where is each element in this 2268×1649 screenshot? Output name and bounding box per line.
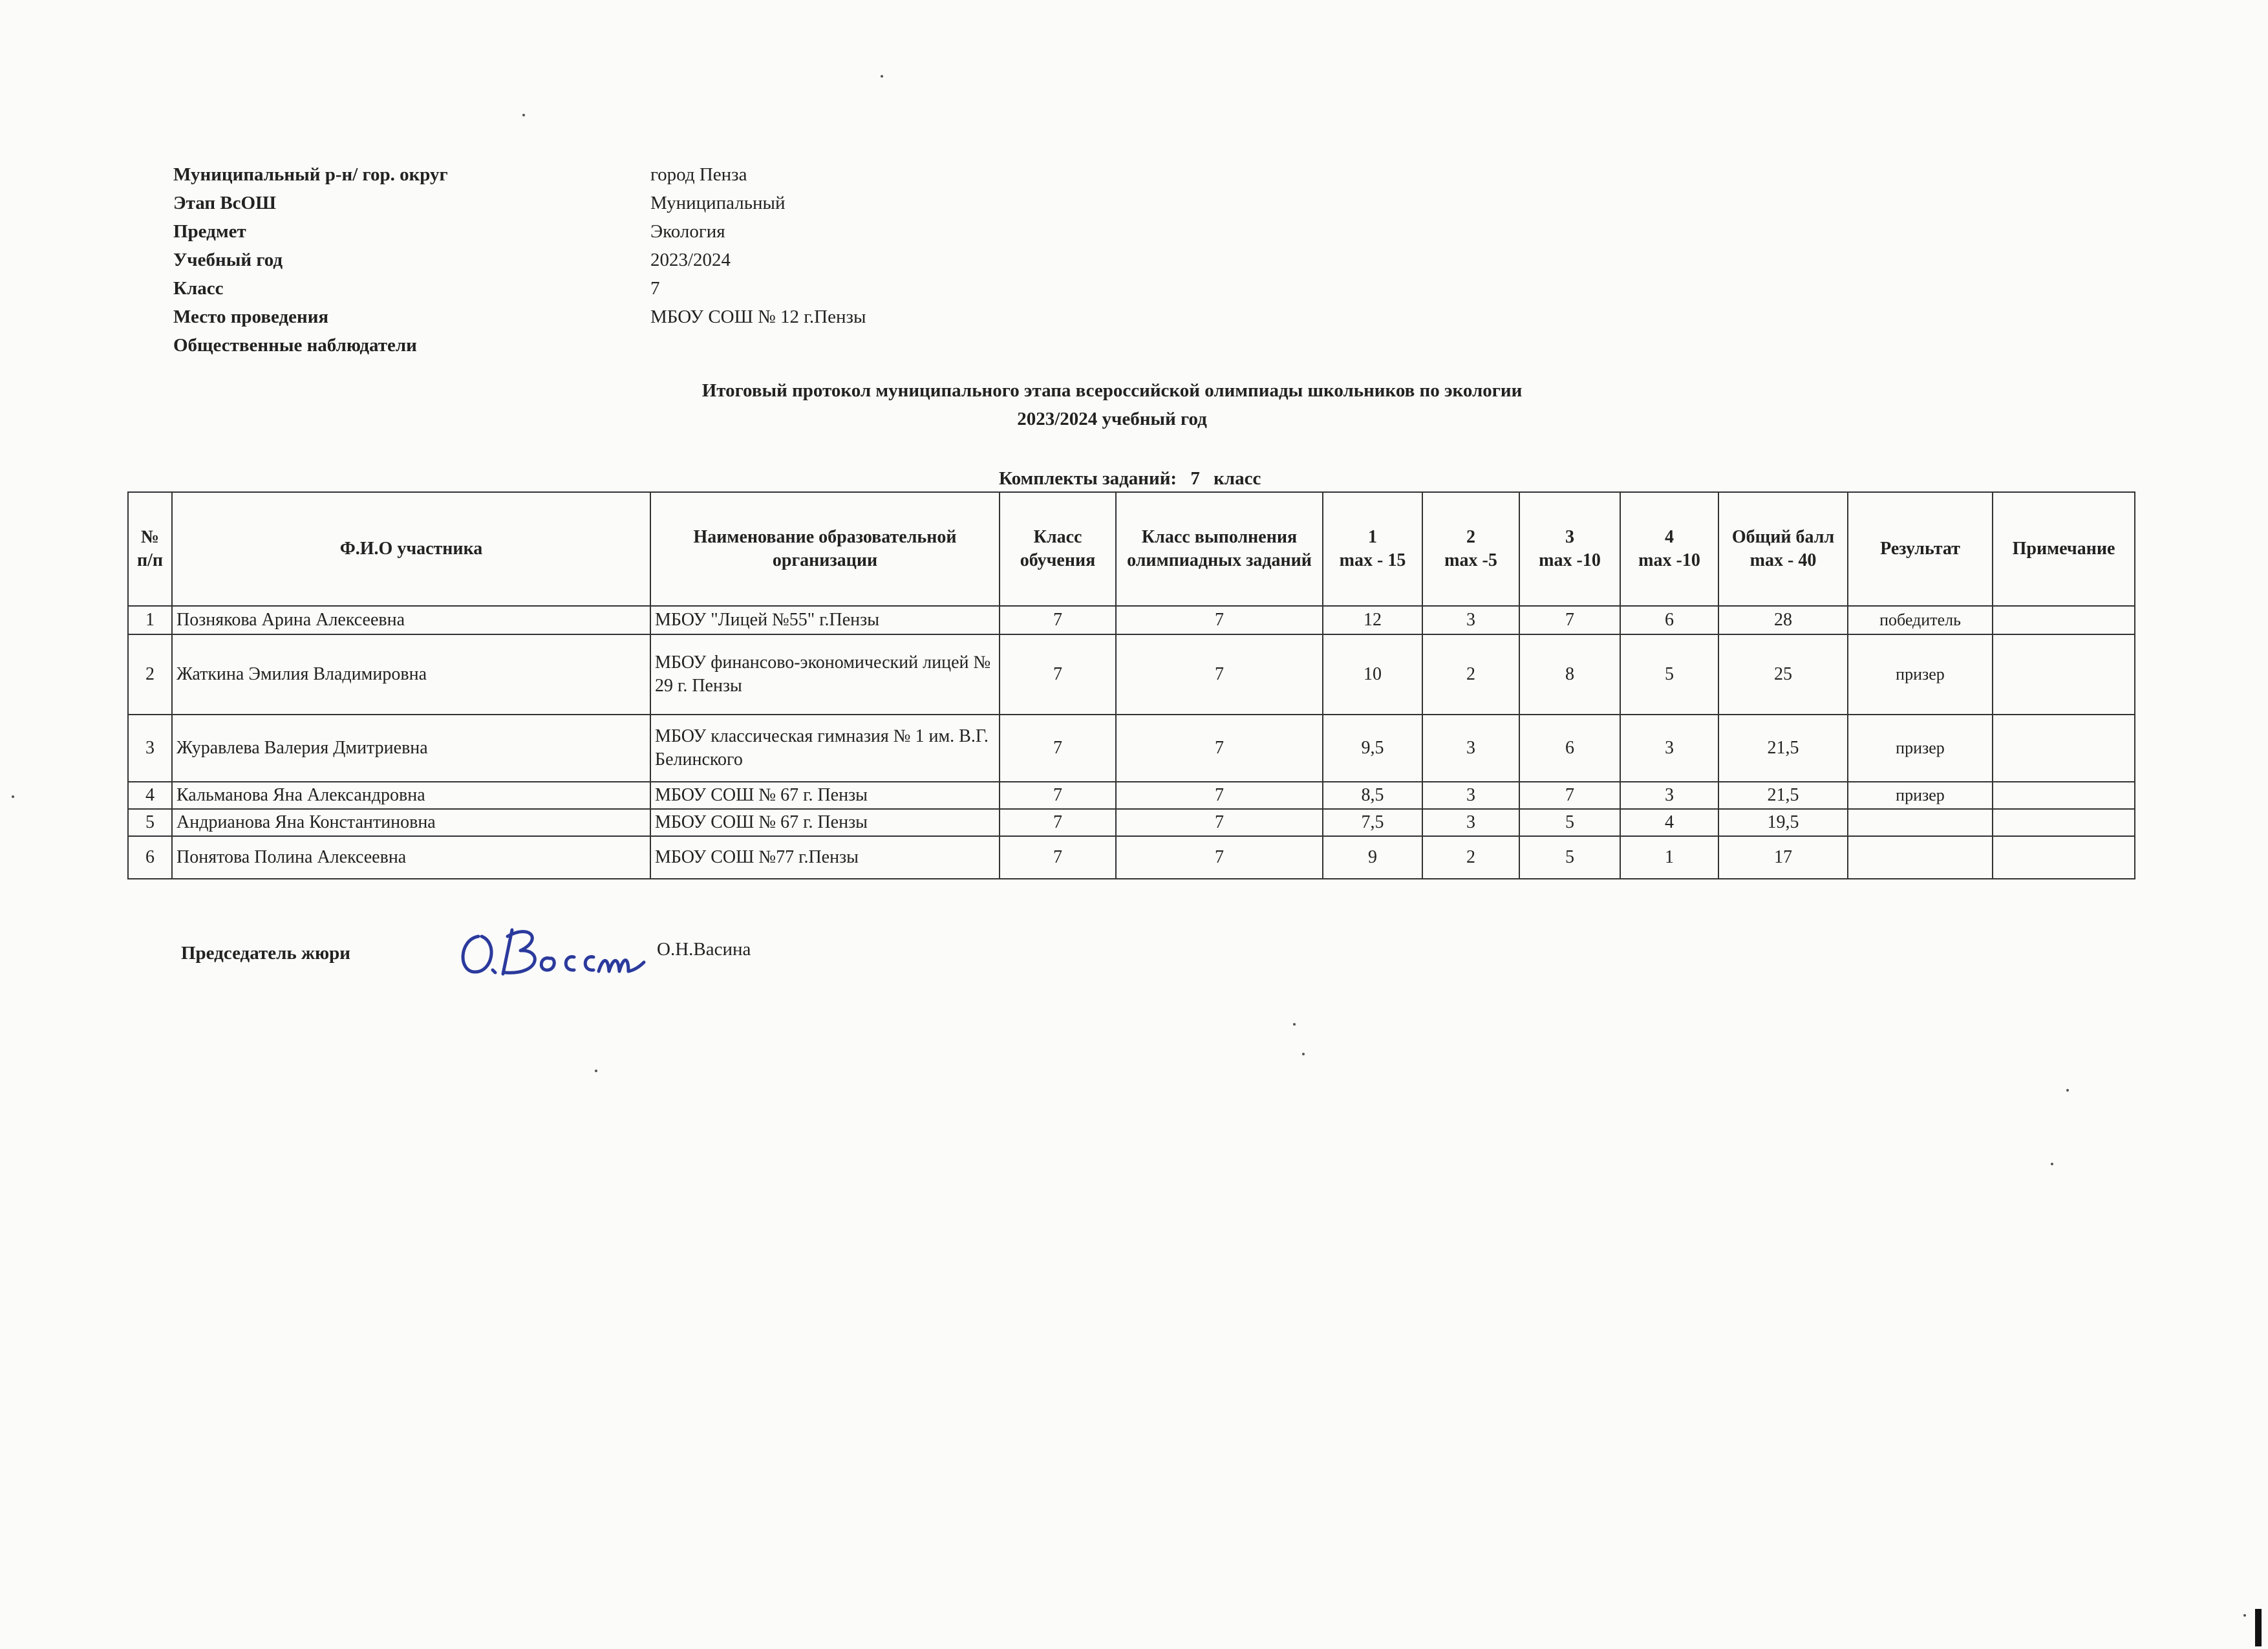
cell-num: 3 xyxy=(128,715,172,782)
scan-speck xyxy=(1293,1023,1296,1026)
cell-num: 2 xyxy=(128,634,172,715)
cell-task-2: 3 xyxy=(1422,606,1519,634)
jury-chair-name: О.Н.Васина xyxy=(657,939,751,960)
cell-grade-done: 7 xyxy=(1116,809,1323,836)
cell-task-2: 3 xyxy=(1422,782,1519,809)
meta-label: Место проведения xyxy=(173,307,329,327)
header-result: Результат xyxy=(1848,492,1993,606)
header-task-2 xyxy=(1422,492,1519,606)
meta-label: Учебный год xyxy=(173,250,283,270)
signature-ink xyxy=(463,930,644,974)
cell-task-2: 3 xyxy=(1422,715,1519,782)
cell-task-2: 2 xyxy=(1422,634,1519,715)
cell-total: 17 xyxy=(1718,836,1848,879)
scan-edge-mark xyxy=(2255,1609,2262,1646)
header-org: Наименование образовательной организации xyxy=(650,492,1000,606)
scan-speck xyxy=(1302,1053,1305,1055)
cell-grade-done: 7 xyxy=(1116,715,1323,782)
cell-task-4: 1 xyxy=(1620,836,1718,879)
cell-org: МБОУ СОШ № 67 г. Пензы xyxy=(650,782,1000,809)
cell-result: призер xyxy=(1848,634,1993,715)
cell-task-3: 6 xyxy=(1519,715,1620,782)
cell-task-4: 3 xyxy=(1620,715,1718,782)
protocol-title: Итоговый протокол муниципального этапа всероссийской олимпиады школьников по экологии xyxy=(701,380,1523,401)
meta-label: Предмет xyxy=(173,221,246,242)
cell-grade: 7 xyxy=(1000,782,1116,809)
cell-grade: 7 xyxy=(1000,715,1116,782)
task-kits-line xyxy=(999,468,1261,490)
scan-speck xyxy=(595,1070,597,1072)
meta-value: 7 xyxy=(650,278,660,299)
scan-speck xyxy=(881,75,883,78)
protocol-subtitle: 2023/2024 учебный год xyxy=(1017,409,1207,429)
cell-task-4: 6 xyxy=(1620,606,1718,634)
table-row xyxy=(128,782,2135,809)
results-table xyxy=(127,491,2135,879)
cell-result xyxy=(1848,809,1993,836)
header-task-3-max: max -10 xyxy=(1539,550,1601,570)
cell-note xyxy=(1993,715,2135,782)
cell-task-1: 9,5 xyxy=(1323,715,1422,782)
cell-org: МБОУ "Лицей №55" г.Пензы xyxy=(650,606,1000,634)
table-row xyxy=(128,606,2135,634)
table-row xyxy=(128,634,2135,715)
cell-total: 25 xyxy=(1718,634,1848,715)
meta-label: Этап ВсОШ xyxy=(173,193,276,213)
cell-note xyxy=(1993,836,2135,879)
cell-grade: 7 xyxy=(1000,606,1116,634)
table-header-row xyxy=(128,492,2135,606)
cell-task-1: 7,5 xyxy=(1323,809,1422,836)
cell-result: призер xyxy=(1848,715,1993,782)
header-task-1-num: 1 xyxy=(1368,527,1377,547)
cell-result xyxy=(1848,836,1993,879)
cell-task-1: 12 xyxy=(1323,606,1422,634)
cell-note xyxy=(1993,782,2135,809)
header-fio: Ф.И.О участника xyxy=(172,492,650,606)
cell-grade-done: 7 xyxy=(1116,606,1323,634)
header-task-3 xyxy=(1519,492,1620,606)
cell-num: 5 xyxy=(128,809,172,836)
header-total-label: Общий балл xyxy=(1731,527,1835,547)
scan-speck xyxy=(522,114,525,116)
header-task-3-num: 3 xyxy=(1565,527,1574,547)
header-num: № п/п xyxy=(128,492,172,606)
meta-value: город Пенза xyxy=(650,164,747,185)
cell-grade-done: 7 xyxy=(1116,836,1323,879)
header-task-4-num: 4 xyxy=(1665,527,1674,547)
cell-num: 1 xyxy=(128,606,172,634)
cell-total: 28 xyxy=(1718,606,1848,634)
meta-value: Муниципальный xyxy=(650,193,786,213)
cell-org: МБОУ финансово-экономический лицей № 29 г. Пензы xyxy=(650,634,1000,715)
meta-value: 2023/2024 xyxy=(650,250,731,270)
cell-task-2: 2 xyxy=(1422,836,1519,879)
scan-speck xyxy=(12,795,14,798)
header-total xyxy=(1718,492,1848,606)
cell-task-3: 7 xyxy=(1519,782,1620,809)
cell-task-4: 4 xyxy=(1620,809,1718,836)
header-task-1 xyxy=(1323,492,1422,606)
scan-speck xyxy=(2051,1163,2053,1165)
meta-value: МБОУ СОШ № 12 г.Пензы xyxy=(650,307,866,327)
header-task-4-max: max -10 xyxy=(1638,550,1700,570)
meta-value: Экология xyxy=(650,221,725,242)
cell-num: 6 xyxy=(128,836,172,879)
cell-fio: Познякова Арина Алексеевна xyxy=(172,606,650,634)
cell-note xyxy=(1993,606,2135,634)
cell-task-3: 5 xyxy=(1519,809,1620,836)
task-kits-value: 7 xyxy=(1190,468,1200,489)
cell-grade: 7 xyxy=(1000,809,1116,836)
cell-note xyxy=(1993,634,2135,715)
meta-label: Муниципальный р-н/ гор. округ xyxy=(173,164,448,185)
cell-task-2: 3 xyxy=(1422,809,1519,836)
header-task-2-max: max -5 xyxy=(1444,550,1497,570)
header-total-max: max - 40 xyxy=(1749,550,1817,570)
cell-result: победитель xyxy=(1848,606,1993,634)
scan-speck xyxy=(2066,1089,2069,1092)
scan-speck xyxy=(2243,1614,2246,1617)
cell-org: МБОУ СОШ №77 г.Пензы xyxy=(650,836,1000,879)
cell-task-3: 7 xyxy=(1519,606,1620,634)
table-row xyxy=(128,715,2135,782)
cell-note xyxy=(1993,809,2135,836)
header-task-1-max: max - 15 xyxy=(1339,550,1406,570)
header-grade: Класс обучения xyxy=(1000,492,1116,606)
cell-fio: Жаткина Эмилия Владимировна xyxy=(172,634,650,715)
cell-org: МБОУ СОШ № 67 г. Пензы xyxy=(650,809,1000,836)
cell-task-1: 9 xyxy=(1323,836,1422,879)
cell-total: 21,5 xyxy=(1718,782,1848,809)
header-task-2-num: 2 xyxy=(1466,527,1475,547)
cell-total: 19,5 xyxy=(1718,809,1848,836)
header-grade-done: Класс выполнения олимпиадных заданий xyxy=(1116,492,1323,606)
table-row xyxy=(128,809,2135,836)
meta-label: Общественные наблюдатели xyxy=(173,335,417,356)
handwritten-signature xyxy=(453,917,647,988)
cell-grade-done: 7 xyxy=(1116,634,1323,715)
cell-task-1: 8,5 xyxy=(1323,782,1422,809)
cell-org: МБОУ классическая гимназия № 1 им. В.Г. Белинского xyxy=(650,715,1000,782)
cell-task-1: 10 xyxy=(1323,634,1422,715)
cell-task-3: 5 xyxy=(1519,836,1620,879)
header-task-4 xyxy=(1620,492,1718,606)
task-kits-suffix: класс xyxy=(1214,468,1261,489)
cell-grade-done: 7 xyxy=(1116,782,1323,809)
table-row xyxy=(128,836,2135,879)
cell-fio: Кальманова Яна Александровна xyxy=(172,782,650,809)
meta-label: Класс xyxy=(173,278,224,299)
cell-total: 21,5 xyxy=(1718,715,1848,782)
cell-grade: 7 xyxy=(1000,634,1116,715)
cell-task-3: 8 xyxy=(1519,634,1620,715)
cell-task-4: 3 xyxy=(1620,782,1718,809)
header-note: Примечание xyxy=(1993,492,2135,606)
jury-chair-label: Председатель жюри xyxy=(181,943,350,964)
cell-num: 4 xyxy=(128,782,172,809)
cell-task-4: 5 xyxy=(1620,634,1718,715)
cell-result: призер xyxy=(1848,782,1993,809)
task-kits-label: Комплекты заданий: xyxy=(999,468,1177,489)
cell-grade: 7 xyxy=(1000,836,1116,879)
cell-fio: Андрианова Яна Константиновна xyxy=(172,809,650,836)
cell-fio: Понятова Полина Алексеевна xyxy=(172,836,650,879)
cell-fio: Журавлева Валерия Дмитриевна xyxy=(172,715,650,782)
